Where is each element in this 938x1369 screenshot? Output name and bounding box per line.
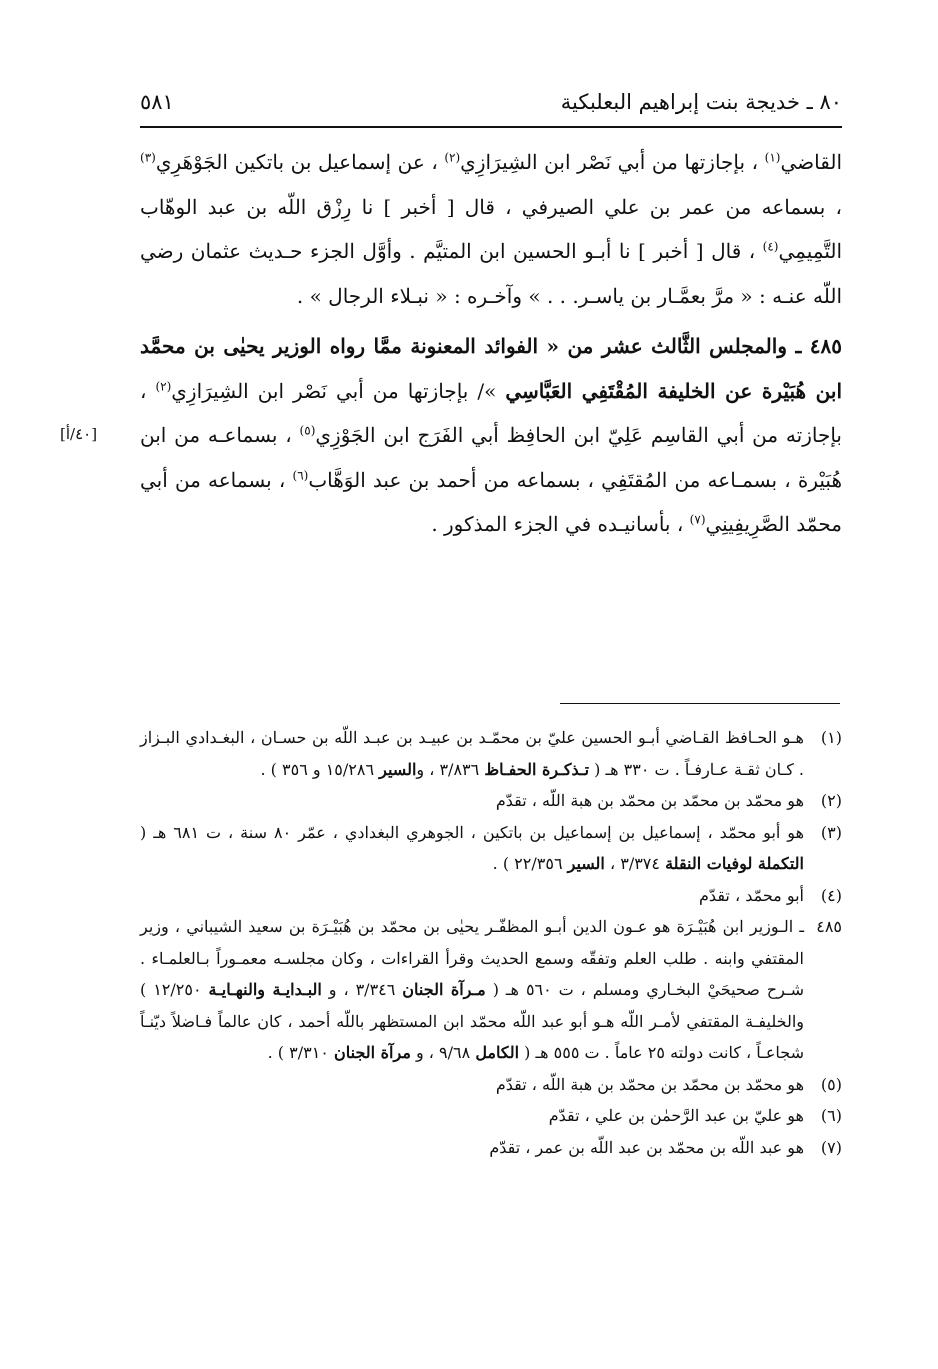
running-header <box>140 82 842 122</box>
source-title: الكامل <box>475 1043 520 1062</box>
main-text <box>140 140 842 553</box>
source-title: السير <box>379 759 417 779</box>
paragraph-485: ٤٨٥ ـ والمجلس الثَّالث عشر من « الفوائد المعنونة ممَّا رواه الوزير يحيٰى بن محمَّد ابن هُبَيْرة عن الخليفة المُقْتَفِي العَبَّاسِي »/ بإجازتها من أبي نَصْر ابن الشِيرَازِي$^{(٢)}$ ، بإجازته من أبي القاسِم عَلِيّ ابن الحافِظ أبي الفَرَج ابن الجَوْزِي$^{(٥)}$ ، بسماعـه من ابن هُبَيْرة ، بسمـاعه من المُقتَفِي ، بسماعه من أحمد بن عبد الوَهَّاب$^{(٦)}$ ، بسماعه من أبي محمّد الصَّرِيفِينِي$^{(٧)}$ ، بأسانيـده في الجزء المذكور . <box>140 334 843 536</box>
entry-number: ٤٨٥ ـ والمجلس الثَّالث عشر من « <box>538 334 842 358</box>
footnote-text <box>549 1106 804 1125</box>
footnote-text-part: ٣/٣١٠ ) . <box>267 1043 334 1062</box>
footnote-item <box>140 785 842 817</box>
footnote-item <box>140 911 842 1069</box>
footnote-text-part: هو أبو محمّد ، إسماعيل بن إسماعيل بن باتكين ، الجوهري البغدادي ، عمّر ٨٠ سنة ، ت ٦٨١ هـ ( <box>140 822 805 842</box>
source-title: تـذكـرة الحفـاظ <box>484 759 590 779</box>
footnote-marker: (٤) <box>762 239 779 254</box>
paragraph-1: القاضي$^{(١)}$ ، بإجازتها من أبي نَصْر ابن الشِيرَازِي$^{(٢)}$ ، عن إسماعيل بن باتكين الجَوْهَرِي$^{(٣)}$ ، بسماعه من عمر بن علي الصيرفي ، قال [ أخبر ] نا رِزْق اللّه بن عبد الوهّاب التَّمِيمِي$^{(٤)}$ ، قال [ أخبر ] نا أبـو الحسين ابن المتيَّم . وأوَّل الجزء حـديث عثمان رضي اللّه عنـه : « مرَّ بعمَّـار بن ياسـر. . . » وآخـره : « نبـلاء الرجال » . <box>140 150 842 308</box>
footnotes <box>140 722 842 1163</box>
chapter-title: ٨٠ ـ خديجة بنت إبراهيم البعلبكية <box>560 90 842 114</box>
header-rule <box>140 126 842 128</box>
footnote-item <box>140 722 842 785</box>
footnote-marker: (٥) <box>299 423 316 438</box>
footnote-text-part: ٩/٦٨ ، و <box>410 1043 476 1062</box>
footnote-item <box>140 1069 842 1101</box>
manuscript-folio-note: [٤٠/أ] <box>60 425 98 443</box>
footnote-marker: (٢) <box>155 378 172 393</box>
footnote-item <box>140 817 842 880</box>
footnote-text-part: ٢٢/٣٥٦ ) . <box>492 854 568 873</box>
footnote-marker: (١) <box>764 150 781 165</box>
footnote-marker: (٢) <box>444 150 461 165</box>
footnote-text <box>699 886 804 905</box>
footnote-text <box>140 728 804 779</box>
footnote-item <box>140 880 842 912</box>
book-title: الفوائد المعنونة ممَّا رواه الوزير يحيٰى بن محمَّد ابن هُبَيْرة عن الخليفة المُقْتَفِي العَبَّاسِي <box>140 334 843 403</box>
source-title: السير <box>567 854 605 873</box>
footnote-text <box>140 917 804 1062</box>
source-title: مـرآة الجنان <box>402 980 486 999</box>
footnote-number: (٢) <box>820 791 842 810</box>
footnote-text-part: أبو محمّد ، تقدّم <box>699 885 804 905</box>
source-title: التكملة لوفيات النقلة <box>665 854 804 873</box>
footnote-text-part: ٣/٨٣٦ ، و <box>416 759 485 779</box>
footnote-number: ٤٨٥ <box>816 917 842 936</box>
footnote-number: (٧) <box>820 1137 842 1157</box>
footnote-number: (٣) <box>820 822 842 842</box>
footnote-text-part: ـ الـوزير ابن هُبَيْـرَة هو عـون الدين أبـو المظفّـر يحيٰى بن محمّد بن هُبَيْـرَة بن سعيد الشيباني ، وزير المقتفي وابنه . طلب العلم وتفقّه وسمع الحديث وقرأ القراءات ، وكان مجلسـه معمـوراً بـالعلمـاء . شـرح صحيحَيْ البخـاري ومسلم ، ت ٥٦٠ هـ ( <box>140 917 805 999</box>
footnote-text-part: ١٢/٢٥٠ ) والخليفـة المقتفي لأمـر اللّه هـو أبو عبد اللّه محمّد ابن المستظهر باللّه أحمد ، كان عالماً فـاضلاً ديّنـاً شجاعـاً ، كانت دولته ٢٥ عاماً . ت ٥٥٥ هـ ( <box>140 980 805 1062</box>
footnote-number: (٤) <box>820 885 842 905</box>
footnote-text-part: هو محمّد بن محمّد بن محمّد بن هبة اللّه ، تقدّم <box>495 1074 804 1094</box>
footnote-text <box>496 1075 804 1094</box>
footnote-text <box>489 1138 804 1157</box>
footnote-text <box>496 791 804 810</box>
footnote-separator <box>560 703 840 704</box>
footnote-number: (٦) <box>820 1106 842 1125</box>
footnote-text-part: ١٥/٢٨٦ و ٣٥٦ ) . <box>260 759 380 779</box>
footnote-text-part: ٣/٣٧٤ ، <box>604 854 666 873</box>
footnote-text-part: هو محمّد بن محمّد بن محمّد بن هبة اللّه ، تقدّم <box>495 791 804 810</box>
footnote-text-part: هو عليّ بن عبد الرَّحمٰن بن علي ، تقدّم <box>548 1106 804 1125</box>
footnote-number: (١) <box>820 728 842 747</box>
footnote-number: (٥) <box>820 1074 842 1094</box>
footnote-marker: (٧) <box>689 512 706 527</box>
footnote-text-part: هـو الحـافظ القـاضي أبـو الحسين عليّ بن محمّـد بن عبيـد بن عبـد اللّه بن حسـان ، البغـدادي البـزاز . كـان ثقـة عـارفـاً . ت ٣٣٠ هـ ( <box>140 728 804 779</box>
footnote-item <box>140 1132 842 1164</box>
footnote-text <box>140 823 804 874</box>
footnote-marker: (٣) <box>140 150 156 165</box>
source-title: البـدايـة والنهـايـة <box>208 980 322 999</box>
page-number: ٥٨١ <box>140 90 174 114</box>
source-title: مرآة الجنان <box>333 1043 411 1062</box>
footnote-text-part: هو عبد اللّه بن محمّد بن عبد اللّه بن عمر ، تقدّم <box>489 1137 804 1157</box>
footnote-marker: (٦) <box>292 467 309 482</box>
footnote-text-part: ٣/٣٤٦ ، و <box>321 980 403 999</box>
footnote-item <box>140 1100 842 1132</box>
